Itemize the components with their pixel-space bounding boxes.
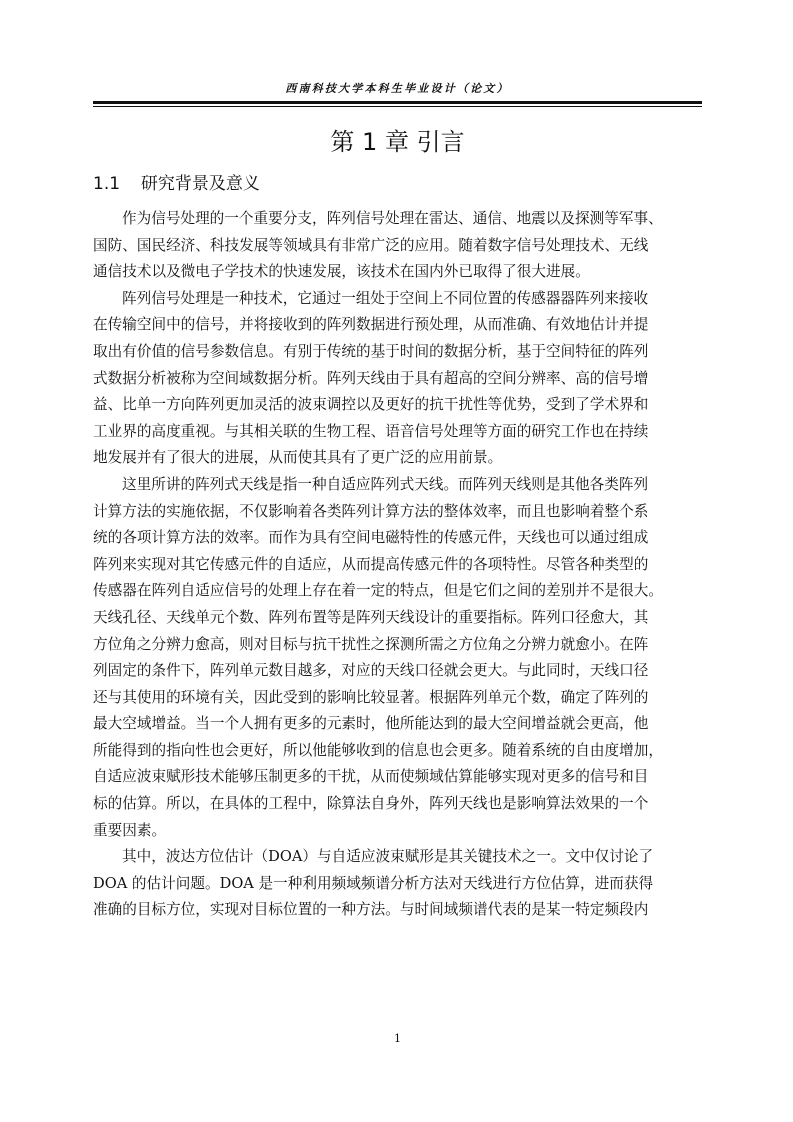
- text-line: 阵列来实现对其它传感元件的自适应，从而提高传感元件的各项特性。尽管各种类型的: [93, 555, 649, 573]
- text-line: 所能得到的指向性也会更好，所以他能够收到的信息也会更多。随着系统的自由度增加，: [93, 741, 663, 759]
- text-line: 最大空域增益。当一个人拥有更多的元素时，他所能达到的最大空间增益就会更高，他: [93, 715, 649, 733]
- text-line: 传感器在阵列自适应信号的处理上存在着一定的特点，但是它们之间的差别并不是很大。: [93, 582, 663, 600]
- section-number: 1.1: [93, 174, 121, 194]
- text-line: 式数据分析被称为空间域数据分析。阵列天线由于具有超高的空间分辨率、高的信号增: [93, 369, 649, 387]
- text-line: 益、比单一方向阵列更加灵活的波束调控以及更好的抗干扰性等优势，受到了学术界和: [93, 396, 649, 414]
- text-line: 重要因素。: [93, 821, 167, 839]
- text-line: 阵列信号处理是一种技术，它通过一组处于空间上不同位置的传感器器阵列来接收: [122, 289, 649, 307]
- text-line: 国防、国民经济、科技发展等领域具有非常广泛的应用。随着数字信号处理技术、无线: [93, 236, 649, 254]
- text-line: 方位角之分辨力愈高，则对目标与抗干扰性之探测所需之方位角之分辨力就愈小。在阵: [93, 635, 649, 653]
- text-line: 地发展并有了很大的进展，从而使其具有了更广泛的应用前景。: [93, 449, 503, 467]
- text-line: 统的各项计算方法的效率。而作为具有空间电磁特性的传感元件，天线也可以通过组成: [93, 529, 649, 547]
- text-line: 作为信号处理的一个重要分支，阵列信号处理在雷达、通信、地震以及探测等军事、: [122, 210, 663, 227]
- section-heading: [93, 169, 260, 194]
- text-line: 自适应波束赋形技术能够压制更多的干扰，从而使频域估算能够实现对更多的信号和目: [93, 768, 649, 786]
- text-line: 这里所讲的阵列式天线是指一种自适应阵列式天线。而阵列天线则是其他各类阵列: [122, 475, 649, 493]
- header-rule-thin: [93, 106, 702, 107]
- text-line: 还与其使用的环境有关，因此受到的影响比较显著。根据阵列单元个数，确定了阵列的: [93, 688, 649, 706]
- text-line: 天线孔径、天线单元个数、阵列布置等是阵列天线设计的重要指标。阵列口径愈大，其: [93, 608, 649, 626]
- text-line: 列固定的条件下，阵列单元数目越多，对应的天线口径就会更大。与此同时，天线口径: [93, 662, 649, 680]
- text-line: 通信技术以及微电子学技术的快速发展，该技术在国内外已取得了很大进展。: [93, 263, 590, 281]
- text-line: 标的估算。所以，在具体的工程中，除算法自身外，阵列天线也是影响算法效果的一个: [93, 795, 649, 813]
- header-rule-thick: [93, 101, 702, 104]
- text-line: 计算方法的实施依据，不仅影响着各类阵列计算方法的整体效率，而且也影响着整个系: [93, 502, 649, 520]
- page-number: 1: [394, 1032, 401, 1045]
- running-header: 西南科技大学本科生毕业设计（论文）: [285, 82, 510, 95]
- text-line: 工业界的高度重视。与其相关联的生物工程、语音信号处理等方面的研究工作也在持续: [93, 422, 649, 440]
- text-line: DOA 的估计问题。DOA 是一种利用频域频谱分析方法对天线进行方位估算，进而获得: [93, 874, 654, 892]
- text-line: 其中，波达方位估计（DOA）与自适应波束赋形是其关键技术之一。文中仅讨论了: [122, 848, 654, 866]
- text-line: 准确的目标方位，实现对目标位置的一种方法。与时间域频谱代表的是某一特定频段内: [93, 901, 649, 919]
- text-line: 在传输空间中的信号，并将接收到的阵列数据进行预处理，从而准确、有效地估计并提: [93, 316, 649, 334]
- text-line: 取出有价值的信号参数信息。有别于传统的基于时间的数据分析，基于空间特征的阵列: [93, 342, 649, 360]
- chapter-title: 第 1 章 引言: [330, 128, 465, 156]
- section-title: 研究背景及意义: [140, 174, 260, 194]
- body-text: [93, 206, 702, 924]
